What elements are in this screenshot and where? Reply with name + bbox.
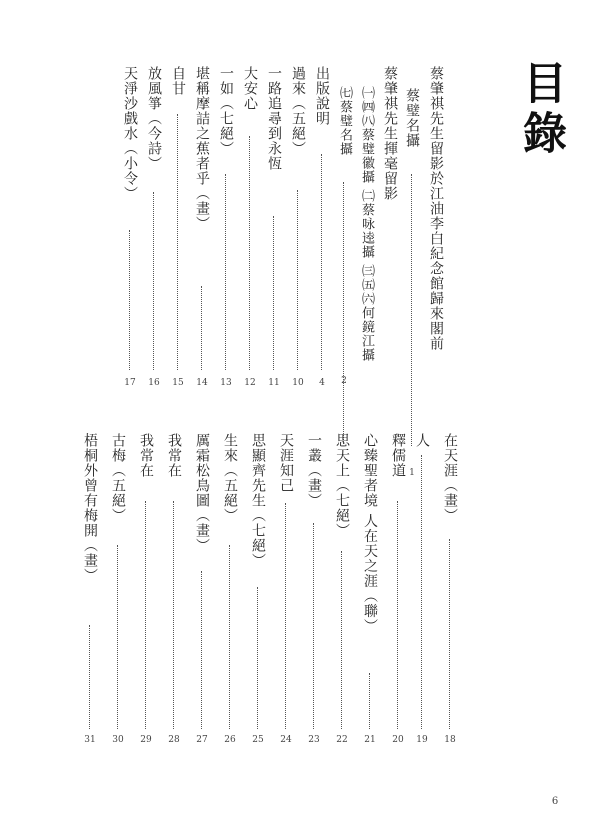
toc-page-number: 16 (148, 378, 160, 388)
toc-page-number: 25 (252, 735, 264, 745)
toc-page-number: 19 (416, 735, 428, 745)
toc-entry-text: 一路追尋到永恆 (266, 66, 282, 171)
toc-page-number: 14 (196, 378, 208, 388)
toc-entry-text: 釋儒道 (390, 433, 406, 478)
leader-dots (177, 114, 178, 370)
toc-page-number: 30 (112, 735, 124, 745)
toc-entry-text: 大安心 (242, 66, 258, 111)
toc-page-number: 31 (84, 735, 96, 745)
toc-entry-text: 人 (414, 433, 430, 448)
toc-page-number: 11 (268, 378, 280, 388)
leader-dots (273, 216, 274, 370)
leader-dots (397, 501, 398, 729)
leader-dots (201, 286, 202, 370)
leader-dots (313, 523, 314, 729)
leader-dots (249, 136, 250, 370)
leader-dots (89, 625, 90, 729)
toc-entry-text: 過來（五絕） (290, 66, 306, 156)
toc-entry-text: 我常在 (138, 433, 154, 478)
leader-dots (229, 545, 230, 729)
toc-page-number: 1 (409, 468, 415, 478)
toc-entry-text: 蔡肇祺先生留影於江油李白紀念館歸來閣前 (428, 66, 444, 351)
toc-page-number: 17 (124, 378, 136, 388)
toc-entry-text: 我常在 (166, 433, 182, 478)
toc-entry-text: 天涯知己 (278, 433, 294, 493)
toc-entry-text: 天淨沙戲水（小令） (122, 66, 138, 201)
toc-page-number: 27 (196, 735, 208, 745)
toc-page-number: 26 (224, 735, 236, 745)
toc-page-number: 29 (140, 735, 152, 745)
toc-page-number: 22 (336, 735, 348, 745)
toc-page-number: 28 (168, 735, 180, 745)
leader-dots (341, 551, 342, 729)
leader-dots (173, 501, 174, 729)
leader-dots (225, 174, 226, 370)
toc-entry-text: 一叢（畫） (306, 433, 322, 508)
toc-entry-text: 蔡肇祺先生揮毫留影 (382, 66, 398, 201)
toc-entry-text: 堪稱摩詰之蕉者乎（畫） (194, 66, 210, 231)
toc-page-number: 10 (292, 378, 304, 388)
toc-entry-text: 自甘 (170, 66, 186, 96)
leader-dots (201, 571, 202, 729)
toc-page-number: 23 (308, 735, 320, 745)
toc-page-number: 21 (364, 735, 376, 745)
leader-dots (411, 174, 412, 446)
leader-dots (117, 545, 118, 729)
toc-entry-text: 蔡璧名攝 (404, 88, 420, 148)
toc-entry-text: 古梅（五絕） (110, 433, 126, 523)
leader-dots (343, 182, 344, 444)
toc-page-number: 4 (319, 378, 325, 388)
toc-entry-text: 思天上（七絕） (334, 433, 350, 538)
leader-dots (129, 230, 130, 370)
leader-dots (257, 587, 258, 729)
toc-page-number: 13 (220, 378, 232, 388)
toc-entry-text: 思顯齊先生（七絕） (250, 433, 266, 568)
toc-entry-text: 在天涯（畫） (442, 433, 458, 523)
toc-entry-text: 一如（七絕） (218, 66, 234, 156)
toc-entry-text: 梧桐外曾有梅開（畫） (82, 433, 98, 583)
toc-page-number: 20 (392, 735, 404, 745)
page-number: 6 (551, 796, 559, 807)
leader-dots (145, 501, 146, 729)
leader-dots (297, 190, 298, 370)
leader-dots (421, 455, 422, 729)
toc-page-number: 18 (444, 735, 456, 745)
toc-entry-text: 生來（五絕） (222, 433, 238, 523)
leader-dots (321, 154, 322, 370)
toc-entry-text: 心臻聖者境 人在天之涯（聯） (362, 433, 378, 634)
toc-entry-text: 厲霜松鳥圖（畫） (194, 433, 210, 553)
toc-entry-text: 出版說明 (314, 66, 330, 126)
toc-page-number: 2 (341, 376, 347, 386)
leader-dots (285, 503, 286, 729)
leader-dots (449, 539, 450, 729)
toc-page-number: 24 (280, 735, 292, 745)
toc-entry-text: 放風箏（今詩） (146, 66, 162, 171)
toc-page-number: 12 (244, 378, 256, 388)
toc-entry-text: ㈦蔡璧名攝 (337, 86, 352, 156)
leader-dots (153, 192, 154, 370)
leader-dots (369, 673, 370, 729)
toc-entry-text: ㈠㈣㈧蔡璧徽攝 ㈡蔡咏逵攝 ㈢㈤㈥何鏡江攝 (359, 86, 374, 363)
toc-page-number: 15 (172, 378, 184, 388)
toc-title: 目錄 (515, 60, 566, 160)
